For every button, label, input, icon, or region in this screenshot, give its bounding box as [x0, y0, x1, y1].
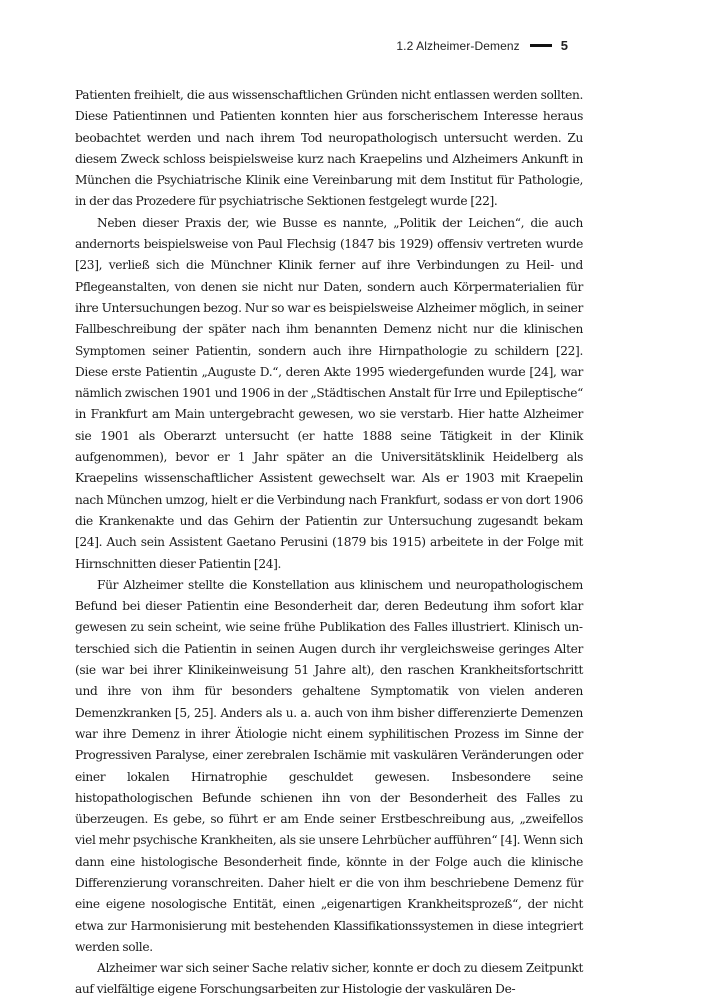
body-text [75, 85, 583, 1001]
section-title: 1.2 Alzheimer-Demenz [396, 38, 520, 53]
paragraph-4: Alzheimer war sich seiner Sache relativ sicher, konnte er doch zu diesem Zeitpunkt auf vielfältige eigene Forschungsarbeiten zur Histologie der vaskulären De- [75, 961, 583, 997]
page-number: 5 [560, 38, 568, 53]
header-rule [530, 44, 552, 47]
paragraph-2: Neben dieser Praxis der, wie Busse es nannte, „Politik der Leichen“, die auch andernorts beispielsweise von Paul Flechsig (1847 bis 1929) offensiv vertreten wurde [23], verließ sich die Münchner Klinik ferner auf ihre Verbindungen zu Heil- und Pflegeanstalten, von denen sie nicht nur Daten, sondern auch Körpermaterialien für ihre Untersuchungen bezog. Nur so war es beispielsweise Alzheimer möglich, in seiner Fallbeschreibung der später nach ihm benannten Demenz nicht nur die klinischen Symptomen seiner Patientin, sondern auch ihre Hirnpathologie zu schildern [22]. Diese erste Patientin „Auguste D.“, deren Akte 1995 wiedergefunden wurde [24], war nämlich zwischen 1901 und 1906 in der „Städtischen Anstalt für Irre und Epileptische“ in Frankfurt am Main untergebracht gewesen, wo sie verstarb. Hier hatte Alzheimer sie 1901 als Oberarzt untersucht (er hatte 1888 seine Tätigkeit in der Klinik aufgenommen), bevor er 1 Jahr später an die Universitätsklinik Heidelberg als Kraepelins wissenschaftlicher Assistent gewechselt war. Als er 1903 mit Kraepelin nach München umzog, hielt er die Verbindung nach Frankfurt, sodass er von dort 1906 die Krankenakte und das Gehirn der Patientin zur Untersuchung zugesandt bekam [24]. Auch sein Assistent Gaetano Perusini (1879 bis 1915) arbeitete in der Folge mit Hirnschnitten dieser Patientin [24]. [75, 215, 583, 571]
paragraph-3: Für Alzheimer stellte die Konstellation aus klinischem und neuropathologischem Befund bei dieser Patientin eine Besonderheit dar, deren Bedeutung ihm sofort klar gewesen zu sein scheint, wie seine frühe Publikation des Falles illustriert. Klinisch unterschied sich die Patientin in seinen Augen durch ihr vergleichsweise geringes Alter (sie war bei ihrer Klinikeinweisung 51 Jahre alt), den raschen Krankheitsfortschritt und ihre von ihm für besonders gehaltene Symptomatik von vielen anderen Demenzkranken [5, 25]. Anders als u. a. auch von ihm bisher differenzierte Demenzen war ihre Demenz in ihrer Ätiologie nicht einem syphilitischen Prozess im Sinne der Progressiven Paralyse, einer zerebralen Ischämie mit vaskulären Veränderungen oder einer lokalen Hirnatrophie geschuldet gewesen. Insbesondere seine histopathologischen Befunde schienen ihn von der Besonderheit des Falles zu überzeugen. Es gebe, so führt er am Ende seiner Erstbeschreibung aus, „zweifellos viel mehr psychische Krankheiten, als sie unsere Lehrbücher aufführen“ [4]. Wenn sich dann eine histologische Besonderheit finde, könnte in der Folge auch die klinische Differenzierung voranschreiten. Daher hielt er die von ihm beschriebene Demenz für eine eigene nosologische Entität, einen „eigenartigen Krankheitsprozeß“, der nicht etwa zur Harmonisierung mit bestehenden Klassifikationssystemen in diese integriert werden solle. [75, 577, 583, 954]
paragraph-1: Patienten freihielt, die aus wissenschaftlichen Gründen nicht entlassen werden sollten. Diese Patientinnen und Patienten konnten hier aus forscherischem Interesse heraus beobachtet werden und nach ihrem Tod neuropathologisch untersucht werden. Zu diesem Zweck schloss beispielsweise kurz nach Kraepelins und Alzheimers Ankunft in München die Psychiatrische Klinik eine Vereinbarung mit dem Institut für Pathologie, in der das Prozedere für psychiatrische Sektionen festgelegt wurde [22]. [75, 88, 583, 209]
running-head [396, 38, 568, 53]
